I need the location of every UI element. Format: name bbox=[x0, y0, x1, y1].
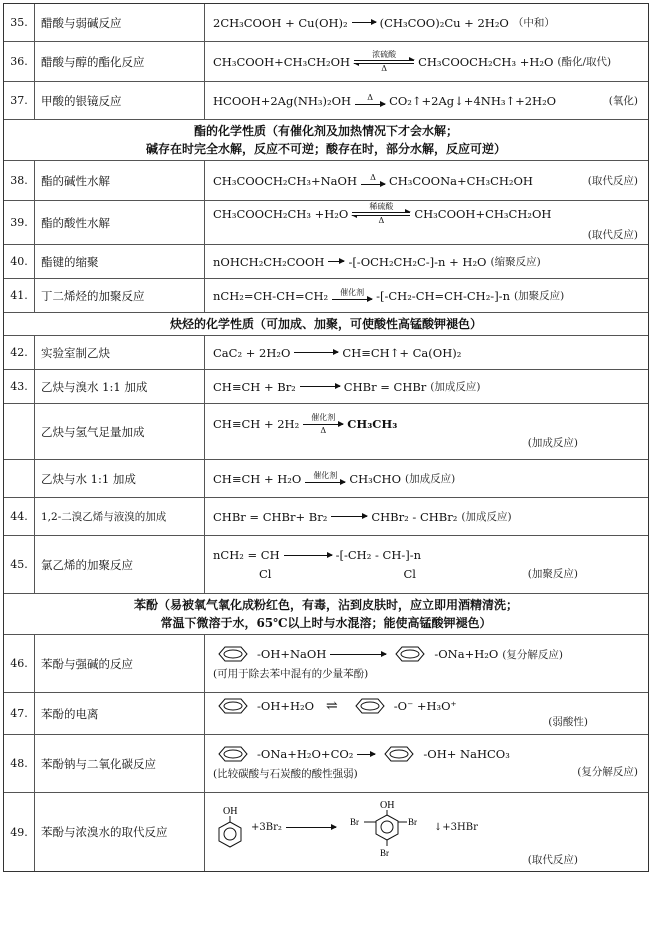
arrow-condition: Δ bbox=[320, 425, 327, 435]
table-row bbox=[4, 42, 648, 82]
reaction-equation bbox=[205, 82, 648, 119]
reaction-equation bbox=[205, 460, 648, 497]
row-number: 35. bbox=[4, 4, 35, 41]
reaction-name: 苯酚钠与二氧化碳反应 bbox=[35, 735, 205, 792]
row-number: 41. bbox=[4, 279, 35, 312]
reversible-arrow-icon bbox=[354, 51, 414, 73]
reaction-equation bbox=[205, 161, 648, 200]
table-row bbox=[4, 735, 648, 793]
benzene-ring-icon bbox=[213, 698, 253, 714]
products: -OH+ NaHCO₃ bbox=[423, 747, 510, 761]
reaction-name: 甲酸的银镜反应 bbox=[35, 82, 205, 119]
arrow-condition: Δ bbox=[370, 173, 376, 182]
arrow-icon bbox=[328, 259, 344, 264]
reaction-type: (加聚反应) bbox=[527, 568, 578, 580]
table-row bbox=[4, 635, 648, 693]
products: ↓+3HBr bbox=[433, 822, 478, 833]
reaction-type: (弱酸性) bbox=[548, 716, 588, 728]
arrow-icon bbox=[330, 652, 386, 657]
row-number: 48. bbox=[4, 735, 35, 792]
reaction-type: (加成反应) bbox=[527, 436, 578, 449]
reaction-type: （中和） bbox=[512, 17, 555, 29]
products: -[-CH₂-CH=CH-CH₂-]-n bbox=[376, 288, 510, 303]
reaction-name: 实验室制乙炔 bbox=[35, 336, 205, 369]
reaction-equation bbox=[205, 42, 648, 81]
products: -[-OCH₂CH₂C-]-n + H₂O bbox=[348, 254, 487, 269]
table-row bbox=[4, 536, 648, 594]
row-number: 45. bbox=[4, 536, 35, 593]
reaction-name: 氯乙烯的加聚反应 bbox=[35, 536, 205, 593]
benzene-ring-icon bbox=[213, 746, 253, 762]
row-number: 44. bbox=[4, 498, 35, 535]
reaction-type: (取代反应) bbox=[587, 229, 638, 241]
oh-label: OH bbox=[223, 805, 238, 817]
benzene-ring-icon bbox=[350, 698, 390, 714]
reactants: CHBr = CHBr+ Br₂ bbox=[213, 509, 328, 524]
products: CHBr = CHBr bbox=[343, 379, 427, 394]
reaction-type: (取代反应) bbox=[527, 853, 578, 866]
table-row bbox=[4, 460, 648, 498]
reactants: 2CH₃COOH + Cu(OH)₂ bbox=[213, 15, 348, 30]
arrow-icon bbox=[361, 174, 385, 187]
equilibrium-arrow-icon: ⇌ bbox=[326, 698, 338, 714]
benzene-ring-icon bbox=[379, 746, 419, 762]
table-row bbox=[4, 404, 648, 460]
reaction-equation bbox=[205, 245, 648, 278]
section-header-line: 碱存在时完全水解，反应不可逆；酸存在时，部分水解，反应可逆） bbox=[145, 142, 506, 156]
reaction-equation bbox=[205, 370, 648, 403]
row-number: 36. bbox=[4, 42, 35, 81]
reaction-equation bbox=[205, 4, 648, 41]
section-header-phenol bbox=[4, 594, 648, 635]
reaction-note: (可用于除去苯中混有的少量苯酚) bbox=[213, 668, 369, 680]
reaction-table bbox=[3, 3, 649, 872]
arrow-icon bbox=[355, 94, 385, 107]
reaction-equation bbox=[205, 201, 648, 244]
reaction-note: (比较碳酸与石炭酸的酸性强弱) bbox=[213, 768, 358, 780]
table-row bbox=[4, 201, 648, 245]
reaction-name: 苯酚与浓溴水的取代反应 bbox=[35, 793, 205, 871]
reaction-type: (取代反应) bbox=[587, 175, 638, 187]
row-number: 37. bbox=[4, 82, 35, 119]
benzene-ring-icon bbox=[390, 646, 430, 662]
arrow-condition: 催化剂 bbox=[313, 471, 338, 480]
table-row bbox=[4, 161, 648, 201]
arrow-condition: Δ bbox=[381, 63, 387, 73]
table-row bbox=[4, 4, 648, 42]
reaction-type: (加成反应) bbox=[461, 511, 512, 523]
row-number: 42. bbox=[4, 336, 35, 369]
section-header-line: 苯酚（易被氧气氧化成粉红色，有毒，沾到皮肤时，应立即用酒精清洗； bbox=[133, 598, 518, 612]
reaction-name: 苯酚与强碱的反应 bbox=[35, 635, 205, 692]
substituent-label: Cl bbox=[403, 566, 416, 581]
table-row bbox=[4, 693, 648, 735]
products: CHBr₂ - CHBr₂ bbox=[371, 509, 458, 524]
reaction-type: (缩聚反应) bbox=[490, 256, 541, 268]
arrow-icon bbox=[294, 350, 338, 355]
table-row bbox=[4, 498, 648, 536]
products: CH₃COONa+CH₃CH₂OH bbox=[388, 173, 533, 188]
reactants: CH₃COOCH₂CH₃ +H₂O bbox=[213, 207, 349, 221]
br-label: Br bbox=[379, 847, 389, 858]
phenol-structure-icon bbox=[213, 803, 247, 853]
reaction-type: (加成反应) bbox=[405, 473, 456, 485]
section-header-alkyne bbox=[4, 313, 648, 336]
reactants: CH₃COOH+CH₃CH₂OH bbox=[213, 54, 351, 69]
arrow-icon bbox=[357, 752, 375, 757]
tribromophenol-structure-icon bbox=[340, 798, 430, 858]
arrow-icon bbox=[305, 472, 345, 485]
row-number: 46. bbox=[4, 635, 35, 692]
table-row bbox=[4, 82, 648, 120]
arrow-condition: Δ bbox=[378, 216, 385, 225]
reactants: CH≡CH + Br₂ bbox=[213, 379, 296, 394]
reaction-name: 1,2-二溴乙烯与液溴的加成 bbox=[35, 498, 205, 535]
products: -O⁻ +H₃O⁺ bbox=[393, 699, 457, 713]
reaction-equation bbox=[205, 536, 648, 593]
arrow-condition: 稀硫酸 bbox=[369, 202, 394, 211]
reactants: nCH₂ = CH bbox=[213, 548, 280, 562]
reaction-type: (加成反应) bbox=[430, 381, 481, 393]
reactants: +3Br₂ bbox=[251, 822, 282, 833]
arrow-icon bbox=[286, 825, 336, 830]
products: (CH₃COO)₂Cu + 2H₂O bbox=[379, 15, 509, 30]
reaction-name: 丁二烯烃的加聚反应 bbox=[35, 279, 205, 312]
reaction-name: 乙炔与水 1:1 加成 bbox=[35, 460, 205, 497]
arrow-condition: 催化剂 bbox=[340, 288, 365, 297]
arrow-icon bbox=[332, 289, 372, 302]
table-row bbox=[4, 370, 648, 404]
reaction-name: 酯键的缩聚 bbox=[35, 245, 205, 278]
table-row bbox=[4, 336, 648, 370]
table-row bbox=[4, 793, 648, 871]
arrow-condition: 浓硫酸 bbox=[372, 49, 397, 59]
reactants: nCH₂=CH-CH=CH₂ bbox=[213, 288, 329, 303]
arrow-icon bbox=[284, 553, 332, 558]
reaction-type: (氧化) bbox=[608, 95, 638, 107]
reaction-equation bbox=[205, 635, 648, 692]
reaction-type: (加聚反应) bbox=[513, 290, 565, 302]
row-number: 40. bbox=[4, 245, 35, 278]
products: CH₃COOCH₂CH₃ +H₂O bbox=[418, 54, 554, 69]
benzene-ring-icon bbox=[213, 646, 253, 662]
reaction-name: 醋酸与弱碱反应 bbox=[35, 4, 205, 41]
reactants: CaC₂ + 2H₂O bbox=[213, 345, 291, 360]
reaction-name: 乙炔与氢气足量加成 bbox=[35, 404, 205, 459]
br-label: Br bbox=[407, 816, 417, 827]
row-number bbox=[4, 404, 35, 459]
arrow-condition: Δ bbox=[367, 93, 373, 102]
arrow-icon bbox=[331, 514, 367, 519]
reactants: CH≡CH + H₂O bbox=[213, 471, 302, 486]
products: -[-CH₂ - CH-]-n bbox=[335, 548, 422, 562]
reaction-equation bbox=[205, 793, 648, 871]
reaction-type: (酯化/取代) bbox=[557, 56, 612, 68]
reaction-equation bbox=[205, 404, 648, 459]
reactants: CH₃COOCH₂CH₃+NaOH bbox=[213, 173, 357, 188]
substituent-label: Cl bbox=[259, 566, 272, 581]
row-number: 39. bbox=[4, 201, 35, 244]
table-row bbox=[4, 245, 648, 279]
products: CH₃CHO bbox=[349, 471, 402, 486]
reversible-arrow-icon bbox=[352, 203, 410, 225]
section-header-line: 炔烃的化学性质（可加成、加聚，可使酸性高锰酸钾褪色） bbox=[169, 317, 482, 331]
products: -ONa+H₂O bbox=[434, 647, 499, 661]
reactants: HCOOH+2Ag(NH₃)₂OH bbox=[213, 93, 352, 108]
reactants: -OH+H₂O bbox=[257, 699, 315, 713]
arrow-icon bbox=[300, 384, 340, 389]
row-number: 49. bbox=[4, 793, 35, 871]
reaction-equation bbox=[205, 498, 648, 535]
reactants: CH≡CH + 2H₂ bbox=[213, 417, 300, 431]
reaction-equation bbox=[205, 693, 648, 734]
row-number: 47. bbox=[4, 693, 35, 734]
reactants: nOHCH₂CH₂COOH bbox=[213, 254, 325, 269]
reaction-name: 醋酸与醇的酯化反应 bbox=[35, 42, 205, 81]
reaction-name: 酯的碱性水解 bbox=[35, 161, 205, 200]
reaction-equation bbox=[205, 336, 648, 369]
arrow-condition: 催化剂 bbox=[311, 412, 336, 422]
products: CH₃CH₃ bbox=[347, 417, 398, 431]
table-row bbox=[4, 279, 648, 313]
reactants: -ONa+H₂O+CO₂ bbox=[257, 747, 354, 761]
products: CH≡CH↑+ Ca(OH)₂ bbox=[342, 345, 462, 360]
reaction-equation bbox=[205, 279, 648, 312]
row-number bbox=[4, 460, 35, 497]
products: CO₂↑+2Ag↓+4NH₃↑+2H₂O bbox=[389, 93, 557, 108]
br-label: Br bbox=[349, 816, 359, 827]
reaction-name: 苯酚的电离 bbox=[35, 693, 205, 734]
reaction-name: 酯的酸性水解 bbox=[35, 201, 205, 244]
reactants: -OH+NaOH bbox=[257, 647, 327, 661]
reaction-type: (复分解反应) bbox=[502, 648, 563, 661]
reaction-equation bbox=[205, 735, 648, 792]
row-number: 38. bbox=[4, 161, 35, 200]
section-header-line: 酯的化学性质（有催化剂及加热情况下才会水解； bbox=[193, 124, 458, 138]
section-header-ester bbox=[4, 120, 648, 161]
arrow-icon bbox=[352, 20, 376, 25]
oh-label: OH bbox=[379, 799, 395, 811]
arrow-icon bbox=[303, 414, 343, 435]
section-header-line: 常温下微溶于水，65℃以上时与水混溶；能使高锰酸钾褪色） bbox=[160, 616, 492, 630]
reaction-name: 乙炔与溴水 1:1 加成 bbox=[35, 370, 205, 403]
reaction-type: (复分解反应) bbox=[577, 766, 638, 778]
row-number: 43. bbox=[4, 370, 35, 403]
products: CH₃COOH+CH₃CH₂OH bbox=[414, 207, 552, 221]
